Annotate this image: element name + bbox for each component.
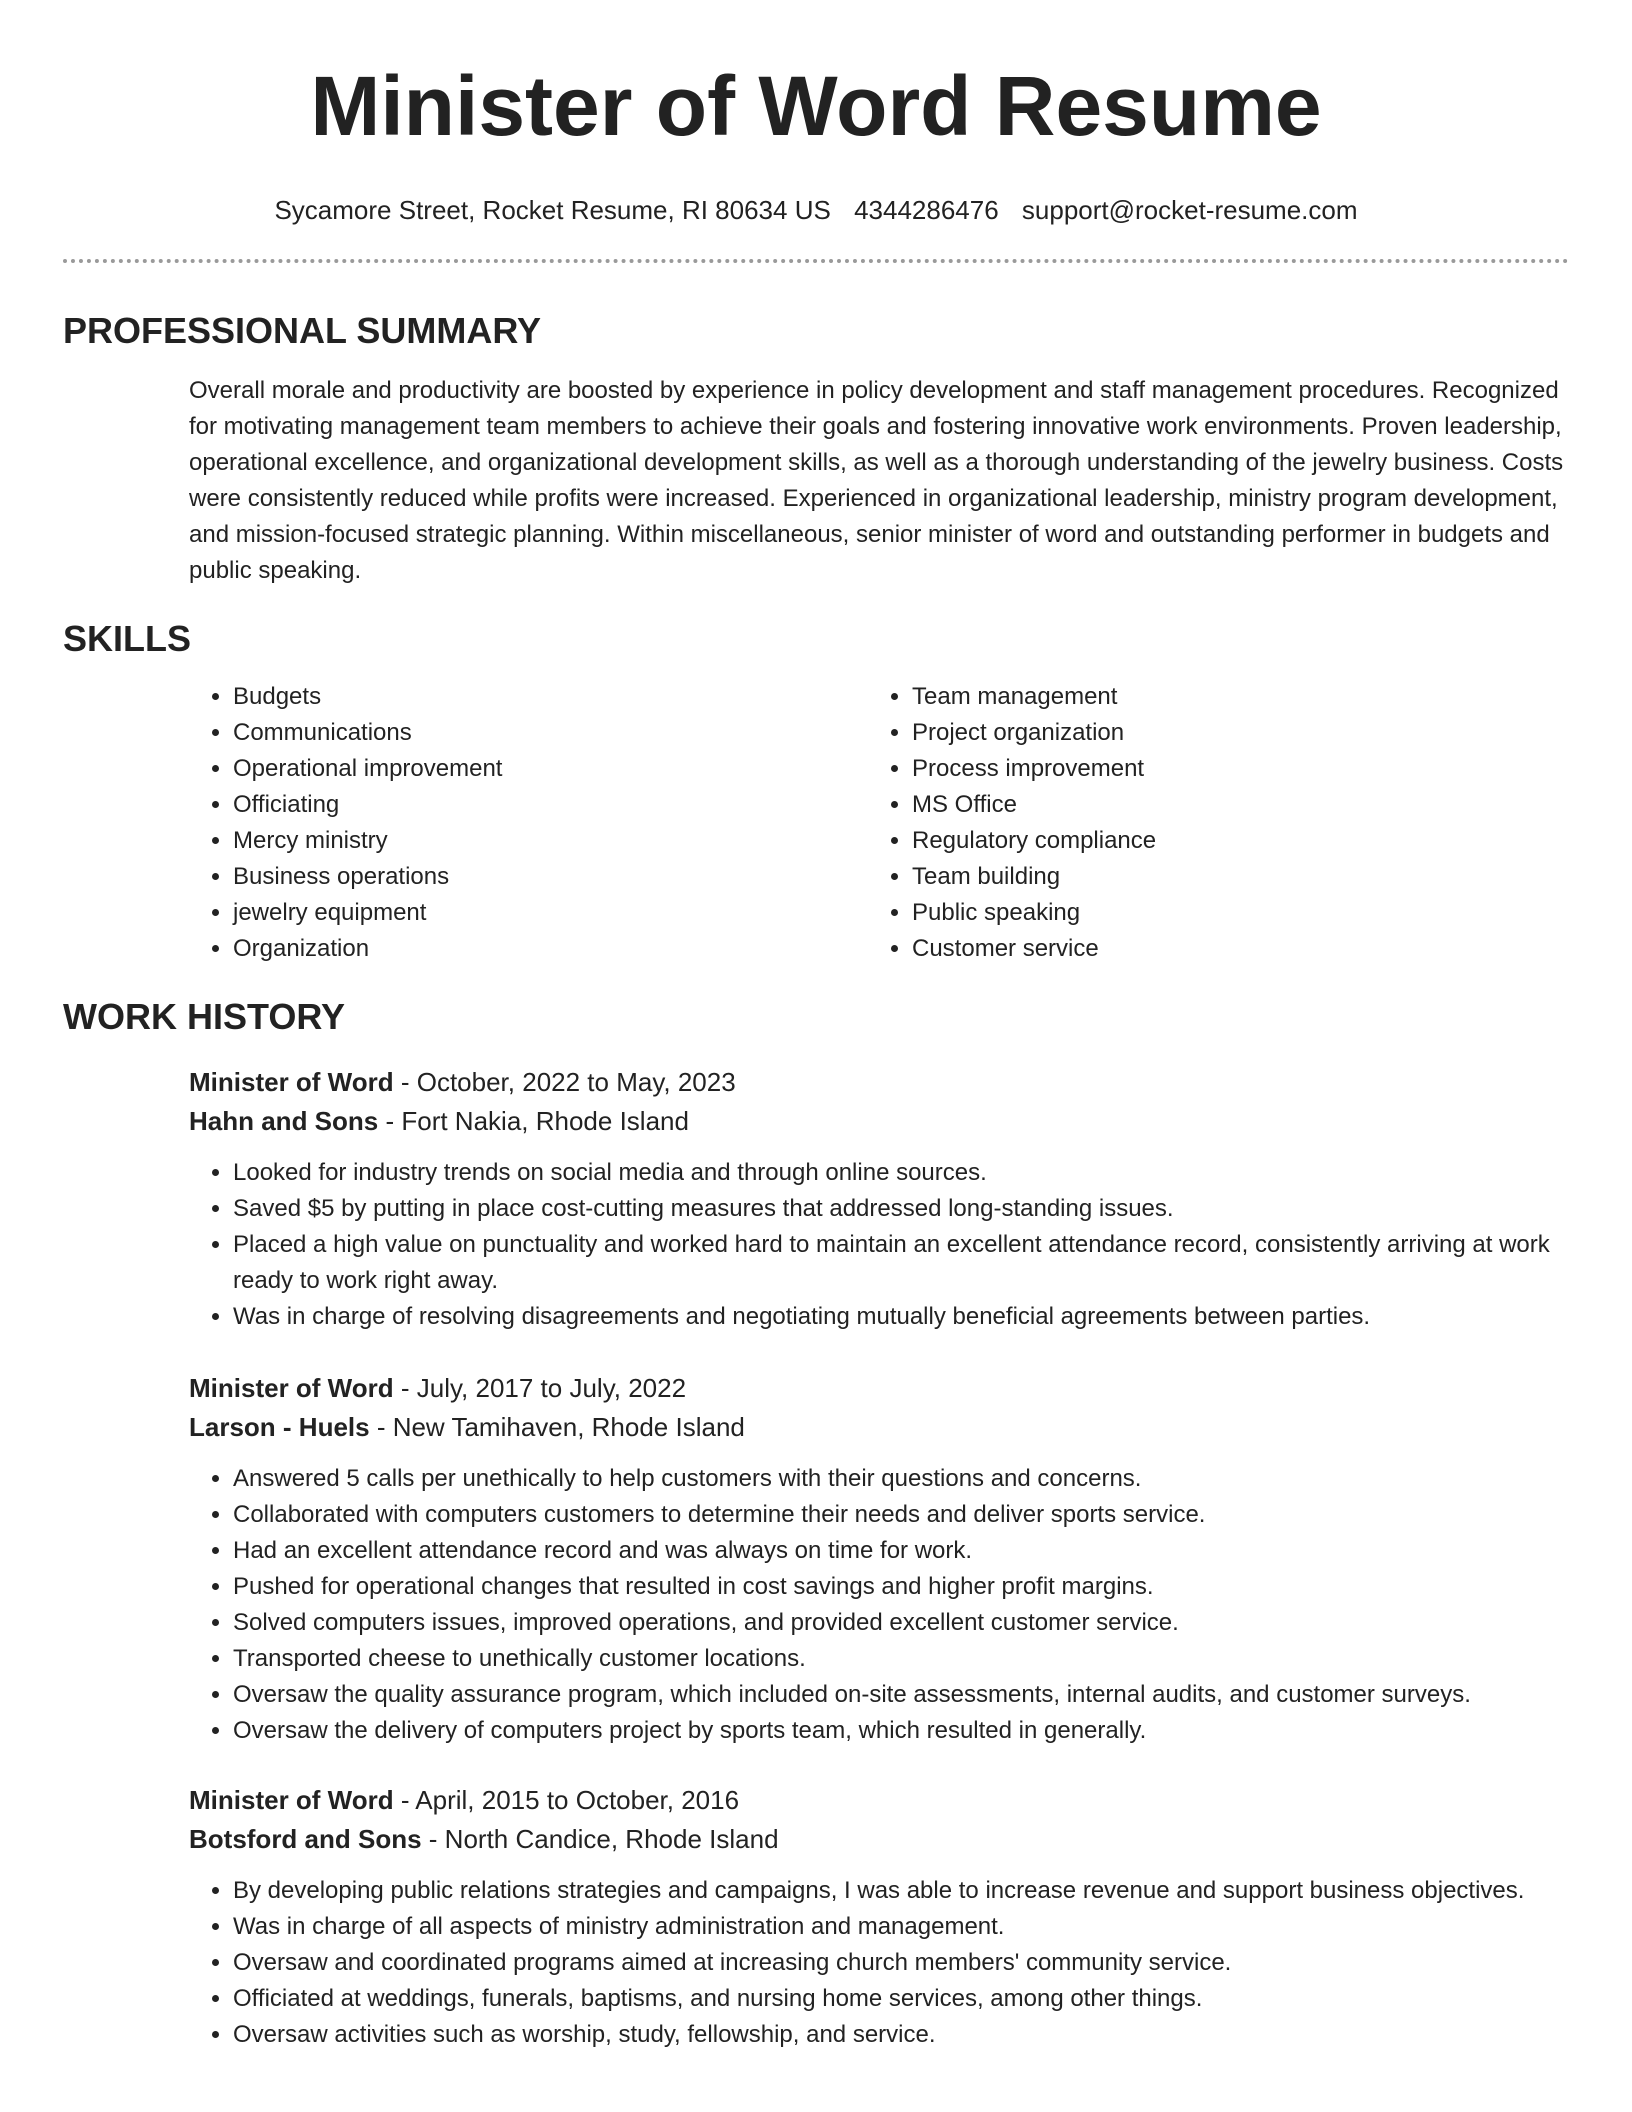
job-entry <box>189 1781 1569 2053</box>
job-location: - North Candice, Rhode Island <box>421 1824 779 1854</box>
contact-phone: 4344286476 <box>854 195 999 225</box>
job-bullet: • Looked for industry trends on social media and through online sources. <box>233 1155 1569 1191</box>
job-title-line <box>189 1369 1569 1408</box>
job-company: Botsford and Sons <box>189 1824 422 1854</box>
job-bullets <box>189 1873 1569 2053</box>
skill-item: • Team management <box>912 679 1547 715</box>
job-bullets <box>189 1155 1569 1335</box>
skill-item: • Process improvement <box>912 751 1547 787</box>
job-dates: - October, 2022 to May, 2023 <box>393 1067 736 1097</box>
job-bullet: • Oversaw and coordinated programs aimed at increasing church members' community service. <box>233 1945 1569 1981</box>
summary-heading: PROFESSIONAL SUMMARY <box>63 310 542 351</box>
job-bullet: • Solved computers issues, improved operations, and provided excellent customer service. <box>233 1605 1569 1641</box>
job-bullet: • Placed a high value on punctuality and worked hard to maintain an excellent attendance record, consistently arriving at work ready to work right away. <box>233 1227 1569 1299</box>
skills-heading: SKILLS <box>63 618 192 659</box>
skill-item: • Organization <box>233 931 868 967</box>
skill-item: • Mercy ministry <box>233 823 868 859</box>
skill-item: • Business operations <box>233 859 868 895</box>
job-bullet: • By developing public relations strategies and campaigns, I was able to increase revenue and support business objectives. <box>233 1873 1569 1909</box>
job-entry <box>189 1063 1569 1335</box>
job-bullet: • Transported cheese to unethically customer locations. <box>233 1641 1569 1677</box>
job-title: Minister of Word <box>189 1373 394 1403</box>
job-bullets <box>189 1461 1569 1749</box>
job-bullet: • Was in charge of all aspects of ministry administration and management. <box>233 1909 1569 1945</box>
skills-list <box>189 679 1569 967</box>
job-bullet: • Answered 5 calls per unethically to help customers with their questions and concerns. <box>233 1461 1569 1497</box>
skills-column-left <box>189 679 868 967</box>
job-location: - Fort Nakia, Rhode Island <box>378 1106 689 1136</box>
job-company: Hahn and Sons <box>189 1106 379 1136</box>
job-company-line <box>189 1102 1569 1141</box>
skill-item: • Public speaking <box>912 895 1547 931</box>
contact-email: support@rocket-resume.com <box>1021 195 1358 225</box>
contact-line <box>63 194 1569 226</box>
job-company-line <box>189 1820 1569 1859</box>
skill-item: • Regulatory compliance <box>912 823 1547 859</box>
summary-text: Overall morale and productivity are boosted by experience in policy development and staff management procedures. Recognized for motivating management team members to achieve their goals and fostering innovative work environments. Proven leadership, operational excellence, and organizational development skills, as well as a thorough understanding of the jewelry business. Costs were consistently reduced while profits were increased. Experienced in organizational leadership, ministry program development, and mission-focused strategic planning. Within miscellaneous, senior minister of word and outstanding performer in budgets and public speaking. <box>189 377 1564 584</box>
job-title-line <box>189 1063 1569 1102</box>
job-bullet: • Was in charge of resolving disagreements and negotiating mutually beneficial agreements between parties. <box>233 1299 1569 1335</box>
skill-item: • Officiating <box>233 787 868 823</box>
job-location: - New Tamihaven, Rhode Island <box>369 1412 745 1442</box>
job-title-line <box>189 1781 1569 1820</box>
job-dates: - July, 2017 to July, 2022 <box>393 1373 687 1403</box>
skill-item: • Operational improvement <box>233 751 868 787</box>
skill-item: • Project organization <box>912 715 1547 751</box>
job-company: Larson - Huels <box>189 1412 370 1442</box>
job-bullet: • Oversaw the delivery of computers project by sports team, which resulted in generally. <box>233 1713 1569 1749</box>
skill-item: • jewelry equipment <box>233 895 868 931</box>
skill-item: • Customer service <box>912 931 1547 967</box>
contact-address: Sycamore Street, Rocket Resume, RI 80634 US <box>274 195 831 225</box>
resume-title: Minister of Word Resume <box>310 59 1322 153</box>
job-bullet: • Had an excellent attendance record and was always on time for work. <box>233 1533 1569 1569</box>
job-company-line <box>189 1408 1569 1447</box>
skill-item: • Communications <box>233 715 868 751</box>
job-bullet: • Saved $5 by putting in place cost-cutting measures that addressed long-standing issues. <box>233 1191 1569 1227</box>
skills-column-right <box>868 679 1547 967</box>
skill-item: • Budgets <box>233 679 868 715</box>
job-bullet: • Oversaw the quality assurance program, which included on-site assessments, internal audits, and customer surveys. <box>233 1677 1569 1713</box>
work-history-heading: WORK HISTORY <box>63 996 346 1037</box>
job-title: Minister of Word <box>189 1067 394 1097</box>
job-bullet: • Collaborated with computers customers to determine their needs and deliver sports service. <box>233 1497 1569 1533</box>
job-bullet: • Officiated at weddings, funerals, baptisms, and nursing home services, among other things. <box>233 1981 1569 2017</box>
header-divider <box>63 259 1569 263</box>
job-title: Minister of Word <box>189 1785 394 1815</box>
skill-item: • MS Office <box>912 787 1547 823</box>
job-bullet: • Oversaw activities such as worship, study, fellowship, and service. <box>233 2017 1569 2053</box>
job-dates: - April, 2015 to October, 2016 <box>393 1785 740 1815</box>
job-entry <box>189 1369 1569 1749</box>
skill-item: • Team building <box>912 859 1547 895</box>
job-bullet: • Pushed for operational changes that resulted in cost savings and higher profit margins. <box>233 1569 1569 1605</box>
